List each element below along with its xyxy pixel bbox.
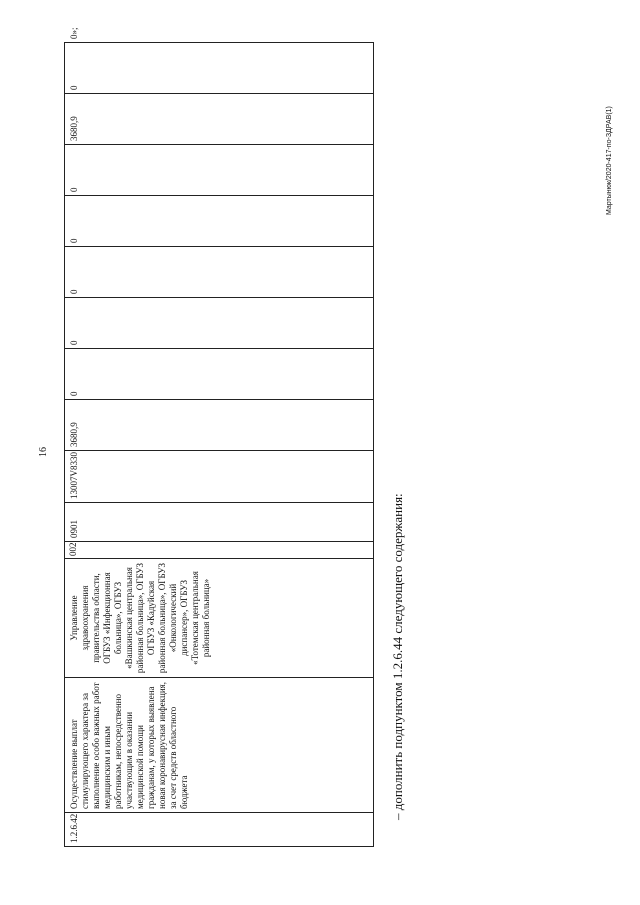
value-cell-5: 0	[65, 196, 374, 247]
value-cell-7: 3680,9	[65, 94, 374, 145]
value-cell-6: 0	[65, 145, 374, 196]
table-row: 1.2.6.42 Осуществление выплат стимулирующего характера за выполнение особо важных работ медицинским и иным работникам, непосредственно участвующим в оказании медицинской помощи гражданам, у которых выявлена новая коронавирусная инфекция, за счет средств областного бюджета Управление здравоохранения правительства области, ОГБУЗ «Инфекционная больница», ОГБУЗ «Вашкинская центральная районная больница», ОГБУЗ ОГБУЗ «Кадуйская районная больница», ОГБУЗ «Онкологический диспансер», ОГБУЗ «Тотемская центральная районная больница» 002 0901 13007V8330 3680,9 0 0 0 0 0 3680,9 0 0»;	[65, 43, 374, 847]
executor-cell: Управление здравоохранения правительства области, ОГБУЗ «Инфекционная больница», ОГБУЗ «Вашкинская центральная районная больница», ОГБУЗ ОГБУЗ «Кадуйская районная больница», ОГБУЗ «Онкологический диспансер», ОГБУЗ «Тотемская центральная районная больница»	[65, 559, 374, 678]
value-cell-total: 3680,9	[65, 400, 374, 451]
value-cell-3: 0	[65, 298, 374, 349]
page-number: 16	[38, 447, 49, 457]
code-cell: 002	[65, 542, 374, 559]
amendment-note: – дополнить подпунктом 1.2.6.44 следующего содержания:	[390, 493, 405, 820]
value-cell-2: 0	[65, 349, 374, 400]
value-cell-8: 0	[65, 43, 374, 94]
target-article-cell: 13007V8330	[65, 451, 374, 503]
description-cell: Осуществление выплат стимулирующего характера за выполнение особо важных работ медицинским и иным работникам, непосредственно участвующим в оказании медицинской помощи гражданам, у которых выявлена новая коронавирусная инфекция, за счет средств областного бюджета	[65, 678, 374, 813]
budget-table	[64, 27, 374, 847]
item-number-cell: 1.2.6.42	[65, 813, 374, 847]
document-code: Мартынюк/2020-417-по-ЗДРАВ(1)	[606, 106, 613, 215]
section-cell: 0901	[65, 503, 374, 542]
value-cell-4: 0	[65, 247, 374, 298]
